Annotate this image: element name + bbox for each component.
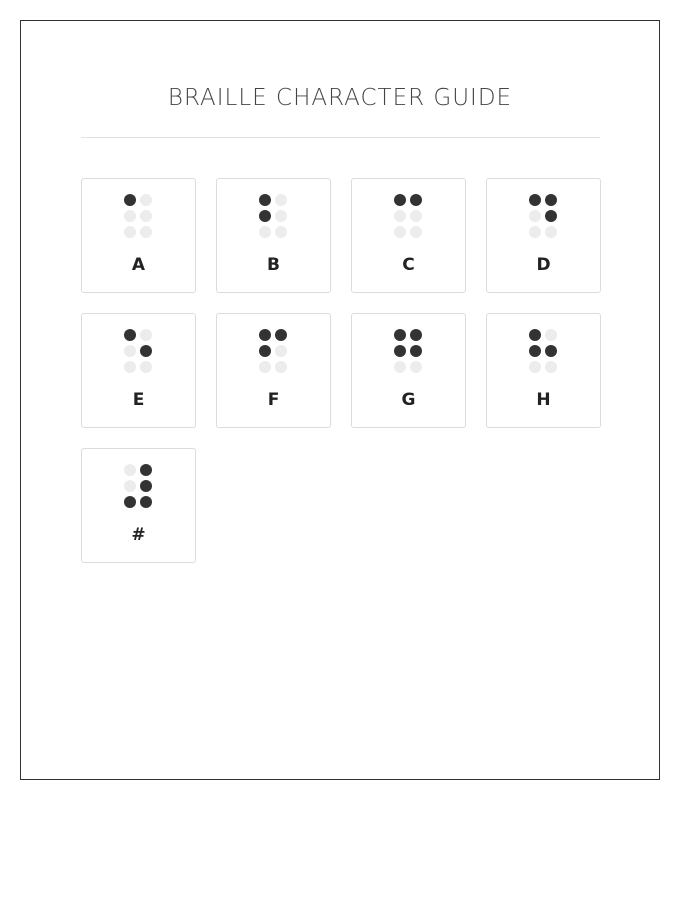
raised-dot xyxy=(545,210,557,222)
flat-dot xyxy=(529,361,541,373)
raised-dot xyxy=(124,194,136,206)
braille-cell-dots xyxy=(124,329,154,375)
flat-dot xyxy=(259,361,271,373)
raised-dot xyxy=(529,194,541,206)
raised-dot xyxy=(140,480,152,492)
flat-dot xyxy=(410,210,422,222)
braille-cell-dots xyxy=(394,329,424,375)
flat-dot xyxy=(140,361,152,373)
flat-dot xyxy=(124,464,136,476)
flat-dot xyxy=(410,226,422,238)
flat-dot xyxy=(275,361,287,373)
raised-dot xyxy=(275,329,287,341)
braille-cell-dots xyxy=(124,194,154,240)
flat-dot xyxy=(124,226,136,238)
braille-card xyxy=(216,313,331,428)
raised-dot xyxy=(140,464,152,476)
title-divider xyxy=(81,137,600,138)
braille-cell-dots xyxy=(529,194,559,240)
flat-dot xyxy=(275,226,287,238)
flat-dot xyxy=(124,480,136,492)
braille-card-label: H xyxy=(536,390,551,410)
raised-dot xyxy=(410,194,422,206)
raised-dot xyxy=(394,329,406,341)
flat-dot xyxy=(259,226,271,238)
flat-dot xyxy=(545,361,557,373)
page-title: BRAILLE CHARACTER GUIDE xyxy=(167,85,513,111)
flat-dot xyxy=(275,194,287,206)
flat-dot xyxy=(140,194,152,206)
braille-card xyxy=(216,178,331,293)
flat-dot xyxy=(140,329,152,341)
raised-dot xyxy=(259,329,271,341)
flat-dot xyxy=(275,210,287,222)
braille-card xyxy=(486,178,601,293)
flat-dot xyxy=(529,210,541,222)
raised-dot xyxy=(529,329,541,341)
flat-dot xyxy=(545,329,557,341)
flat-dot xyxy=(124,361,136,373)
braille-card-label: # xyxy=(131,525,146,545)
raised-dot xyxy=(410,329,422,341)
braille-card xyxy=(351,313,466,428)
flat-dot xyxy=(394,361,406,373)
raised-dot xyxy=(140,345,152,357)
guide-frame xyxy=(20,20,660,780)
braille-card-label: E xyxy=(132,390,145,410)
raised-dot xyxy=(545,194,557,206)
flat-dot xyxy=(140,226,152,238)
braille-cell-dots xyxy=(394,194,424,240)
braille-card xyxy=(81,448,196,563)
braille-card xyxy=(486,313,601,428)
flat-dot xyxy=(394,210,406,222)
raised-dot xyxy=(124,329,136,341)
braille-card-label: F xyxy=(267,390,280,410)
braille-card-label: C xyxy=(402,255,415,275)
braille-character-grid xyxy=(81,178,601,563)
flat-dot xyxy=(410,361,422,373)
raised-dot xyxy=(140,496,152,508)
braille-card xyxy=(81,178,196,293)
raised-dot xyxy=(259,345,271,357)
braille-card-label: B xyxy=(267,255,280,275)
flat-dot xyxy=(124,210,136,222)
raised-dot xyxy=(410,345,422,357)
flat-dot xyxy=(529,226,541,238)
raised-dot xyxy=(545,345,557,357)
flat-dot xyxy=(124,345,136,357)
raised-dot xyxy=(394,194,406,206)
braille-cell-dots xyxy=(259,329,289,375)
raised-dot xyxy=(124,496,136,508)
braille-cell-dots xyxy=(529,329,559,375)
flat-dot xyxy=(545,226,557,238)
braille-card-label: G xyxy=(401,390,416,410)
flat-dot xyxy=(140,210,152,222)
raised-dot xyxy=(394,345,406,357)
flat-dot xyxy=(275,345,287,357)
raised-dot xyxy=(259,210,271,222)
flat-dot xyxy=(394,226,406,238)
braille-card-label: D xyxy=(536,255,551,275)
braille-cell-dots xyxy=(124,464,154,510)
raised-dot xyxy=(259,194,271,206)
raised-dot xyxy=(529,345,541,357)
braille-card xyxy=(351,178,466,293)
braille-card xyxy=(81,313,196,428)
braille-card-label: A xyxy=(131,255,146,275)
braille-cell-dots xyxy=(259,194,289,240)
